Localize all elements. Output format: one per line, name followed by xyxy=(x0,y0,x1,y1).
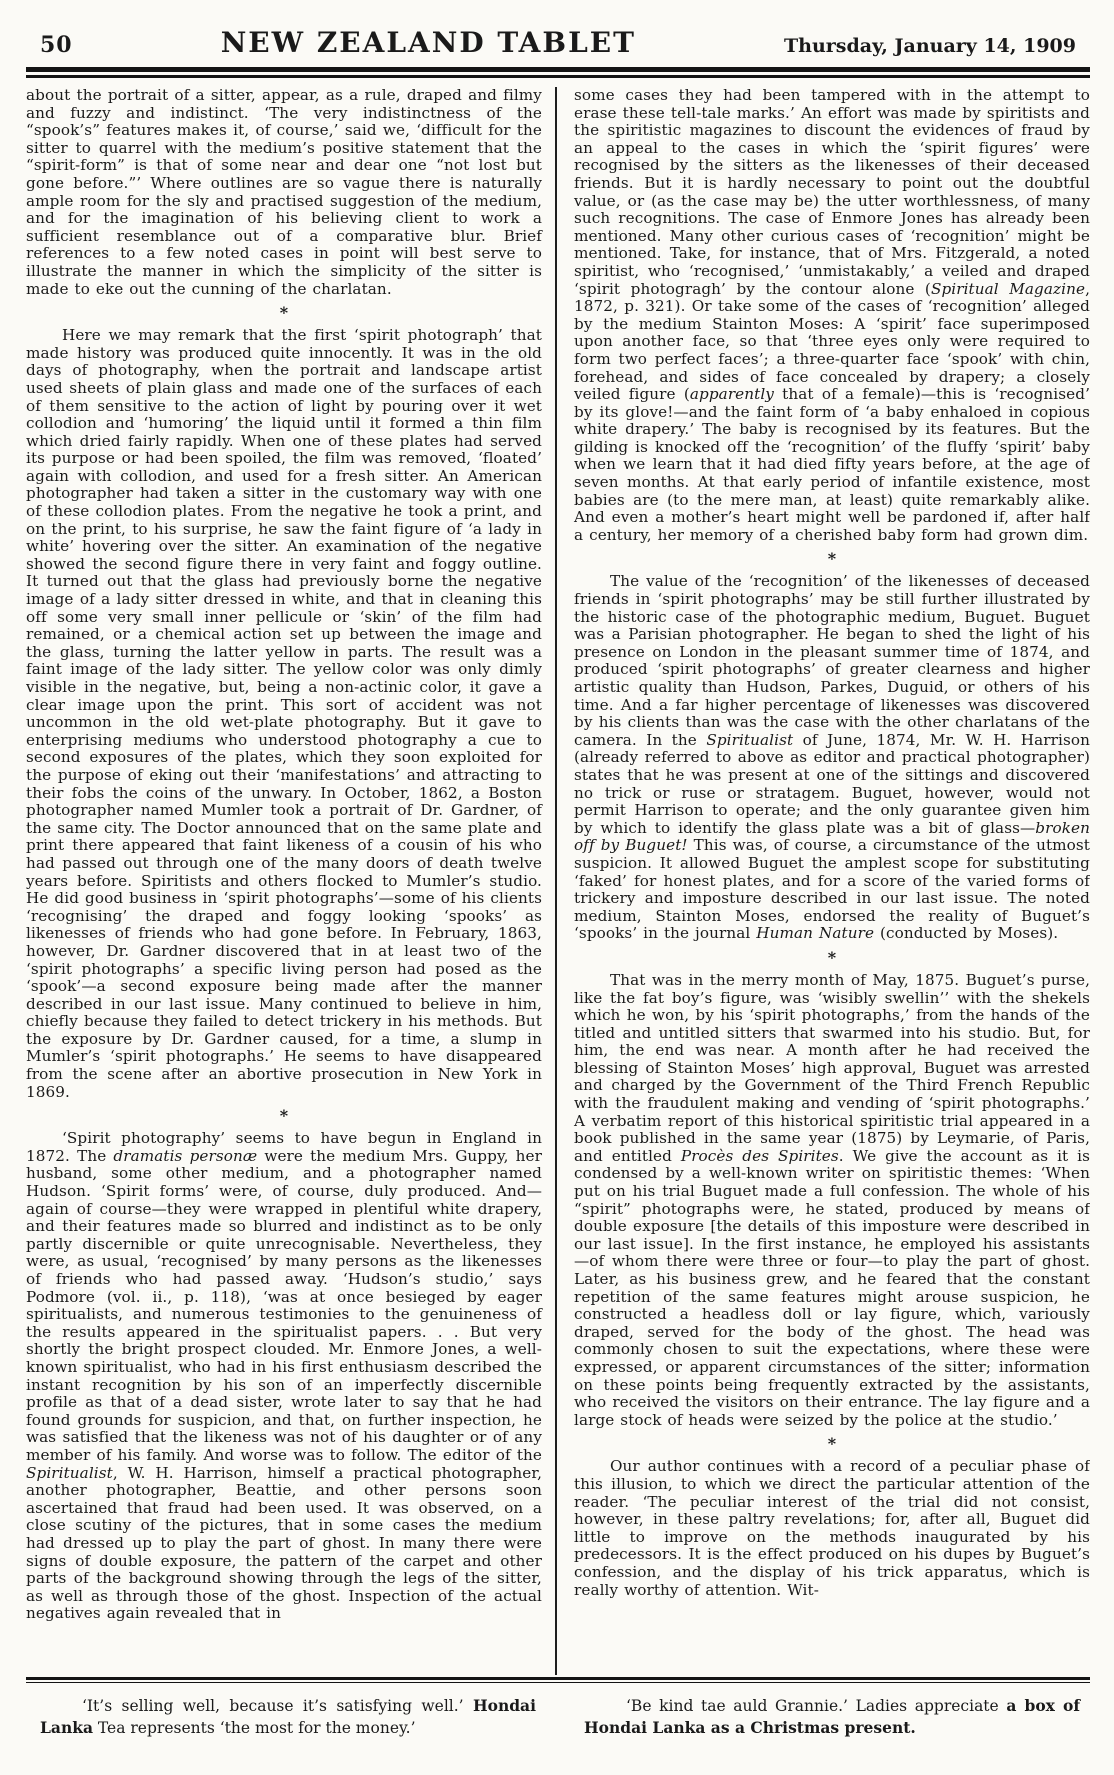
section-separator: * xyxy=(279,303,289,323)
masthead-title: NEW ZEALAND TABLET xyxy=(220,26,636,59)
article-columns xyxy=(26,87,1090,1675)
section-separator: * xyxy=(827,947,837,967)
section-separator: * xyxy=(279,1106,289,1126)
header-rule xyxy=(26,67,1090,78)
footer-ad-left: ‘It’s selling well, because it’s satisfying well.’ Hondai Lanka Tea represents ‘the most for the money.’ xyxy=(40,1696,536,1737)
paragraph: The value of the ‘recognition’ of the likenesses of deceased friends in ‘spirit photographs’ may be still further illustrated by the historic case of the photographic medium, Buguet. Buguet was a Parisian photographer. He began to shed the light of his presence on London in the pleasant summer time of 1874, and produced ‘spirit photographs’ of greater clearness and higher artistic quality than Hudson, Parkes, Duguid, or others of his time. And a far higher percentage of likenesses was discovered by his clients than was the case with the other charlatans of the camera. In the Spiritualist of June, 1874, Mr. W. H. Harrison (already referred to above as editor and practical photographer) states that he was present at one of the sittings and discovered no trick or ruse or stratagem. Buguet, however, would not permit Harrison to operate; and the only guarantee given him by which to identify the glass plate was a bit of glass—broken off by Buguet! This was, of course, a circumstance of the utmost suspicion. It allowed Buguet the amplest scope for substituting ‘faked’ for honest plates, and for a score of the varied forms of trickery and imposture described in our last issue. The noted medium, Stainton Moses, endorsed the reality of Buguet’s ‘spooks’ in the journal Human Nature (conducted by Moses). xyxy=(574,572,1090,943)
paragraph: That was in the merry month of May, 1875. Buguet’s purse, like the fat boy’s figure, was ‘wisibly swellin’’ with the shekels which he won, by his ‘spirit photographs,’ from the hands of the titled and untitled sitters that swarmed into his studio. But, for him, the end was near. A month after he had received the blessing of Stainton Moses’ high approval, Buguet was arrested and charged by the Government of the Third French Republic with the fraudulent making and vending of ‘spirit photographs.’ A verbatim report of this historical spiritistic trial appeared in a book published in the same year (1875) by Leymarie, of Paris, and entitled Procès des Spirites. We give the account as it is condensed by a well-known writer on spiritistic themes: ‘When put on his trial Buguet made a full confession. The whole of his “spirit” photographs were, he stated, produced by means of double exposure [the details of this imposture were described in our last issue]. In the first instance, he employed his assistants—of whom there were three or four—to play the part of ghost. Later, as his business grew, and he feared that the constant repetition of the same features might arouse suspicion, he constructed a headless doll or lay figure, which, variously draped, served for the body of the ghost. The head was commonly chosen to suit the expectations, where these were expressed, or apparent circumstances of the sitter; information on these points being frequently extracted by the assistants, who received the visitors on their entrance. The lay figure and a large stock of heads were seized by the police at the studio.’ xyxy=(574,970,1090,1429)
left-column xyxy=(26,87,555,1675)
paragraph: about the portrait of a sitter, appear, as a rule, draped and filmy and fuzzy and indistinct. ‘The very indistinctness of the “spook’s” features makes it, of course,’ said we, ‘difficult for the sitter to quarrel with the medium’s positive statement that the “spirit-form” is that of some near and dear one “not lost but gone before.”’ Where outlines are so vague there is naturally ample room for the sly and practised suggestion of the medium, and for the imagination of his believing client to work a sufficient resemblance out of a comparative blur. Brief references to a few noted cases in point will best serve to illustrate the manner in which the simplicity of the sitter is made to eke out the cunning of the charlatan. xyxy=(26,87,542,298)
paragraph: some cases they had been tampered with in the attempt to erase these tell-tale marks.’ An effort was made by spiritists and the spiritistic magazines to discount the evidences of fraud by an appeal to the cases in which the ‘spirit figures’ were recognised by the sitters as the likenesses of their deceased friends. But it is hardly necessary to point out the doubtful value, or (as the case may be) the utter worthlessness, of many such recognitions. The case of Enmore Jones has already been mentioned. Many other curious cases of ‘recognition’ might be mentioned. Take, for instance, that of Mrs. Fitzgerald, a noted spiritist, who ‘recognised,’ ‘unmistakably,’ a veiled and draped ‘spirit photogragh’ by the contour alone (Spiritual Magazine, 1872, p. 321). Or take some of the cases of ‘recognition’ alleged by the medium Stainton Moses: A ‘spirit’ face superimposed upon another face, so that ‘three eyes only were required to form two perfect faces’; a three-quarter face ‘spook’ with chin, forehead, and sides of face concealed by drapery; a closely veiled figure (apparently that of a female)—this is ‘recognised’ by its glove!—and the faint form of ‘a baby enhaloed in copious white drapery.’ The baby is recognised by its features. But the gilding is knocked off the ‘recognition’ of the fluffy ‘spirit’ baby when we learn that it had died fifty years before, at the age of seven months. At that early period of infantile existence, most babies are (to the mere man, at least) quite remarkably alike. And even a mother’s heart might well be pardoned if, after half a century, her memory of a cherished baby form had grown dim. xyxy=(574,87,1090,544)
section-separator: * xyxy=(827,1434,837,1454)
issue-date: Thursday, January 14, 1909 xyxy=(784,35,1076,57)
paragraph: Here we may remark that the first ‘spirit photograph’ that made history was produced quite innocently. It was in the old days of photography, when the portrait and landscape artist used sheets of plain glass and made one of the surfaces of each of them sensitive to the action of light by pouring over it wet collodion and ‘humoring’ the liquid until it formed a thin film which dried fairly rapidly. When one of these plates had served its purpose or had been spoiled, the film was removed, ‘floated’ again with collodion, and used for a fresh sitter. An American photographer had taken a sitter in the customary way with one of these collodion plates. From the negative he took a print, and on the print, to his surprise, he saw the faint figure of ‘a lady in white’ hovering over the sitter. An examination of the negative showed the second figure there in very faint and foggy outline. It turned out that the glass had previously borne the negative image of a lady sitter dressed in white, and that in cleaning this off some very small inner pellicule or ‘skin’ of the film had remained, or a chemical action set up between the image and the glass, turning the latter yellow in parts. The result was a faint image of the lady sitter. The yellow color was only dimly visible in the negative, but, being a non-actinic color, it gave a clear image upon the print. This sort of accident was not uncommon in the old wet-plate photography. But it gave to enterprising mediums who understood photography a cue to second exposures of the plates, which they soon exploited for the purpose of eking out their ‘manifestations’ and attracting to their fobs the coins of the unwary. In October, 1862, a Boston photographer named Mumler took a portrait of Dr. Gardner, of the same city. The Doctor announced that on the same plate and print there appeared that faint likeness of a cousin of his who had passed out through one of the many doors of death twelve years before. Spiritists and others flocked to Mumler’s studio. He did good business in ‘spirit photographs’—some of his clients ‘recognising’ the draped and foggy looking ‘spooks’ as likenesses of friends who had gone before. In February, 1863, however, Dr. Gardner discovered that in at least two of the ‘spirit photographs’ a specific living person had posed as the ‘spook’—a second exposure being made after the manner described in our last issue. Many continued to believe in him, chiefly because they failed to detect trickery in his methods. But the exposure by Dr. Gardner caused, for a time, a slump in Mumler’s ‘spirit photographs.’ He seems to have disappeared from the scene after an abortive prosecution in New York in 1869. xyxy=(26,326,542,1101)
footer-ads xyxy=(26,1683,1090,1739)
right-column xyxy=(557,87,1090,1675)
page-number: 50 xyxy=(40,32,73,58)
section-separator: * xyxy=(827,549,837,569)
paragraph: ‘Spirit photography’ seems to have begun in England in 1872. The dramatis personæ were the medium Mrs. Guppy, her husband, some other medium, and a photographer named Hudson. ‘Spirit forms’ were, of course, duly produced. And—again of course—they were wrapped in plentiful white drapery, and their features made so blurred and indistinct as to be only partly discernible or quite unrecognisable. Nevertheless, they were, as usual, ‘recognised’ by many persons as the likenesses of friends who had passed away. ‘Hudson’s studio,’ says Podmore (vol. ii., p. 118), ‘was at once besieged by eager spiritualists, and numerous testimonies to the genuineness of the results appeared in the spiritualist papers. . . But very shortly the bright prospect clouded. Mr. Enmore Jones, a well-known spiritualist, who had in his first enthusiasm described the instant recognition by his son of an imperfectly discernible profile as that of a dead sister, wrote later to say that he had found grounds for suspicion, and that, on further inspection, he was satisfied that the likeness was not of his daughter or of any member of his family. And worse was to follow. The editor of the Spiritualist, W. H. Harrison, himself a practical photographer, another photographer, Beattie, and other persons soon ascertained that fraud had been used. It was observed, on a close scutiny of the pictures, that in some cases the medium had dressed up to play the part of ghost. In many there were signs of double exposure, the pattern of the carpet and other parts of the background showing through the legs of the sitter, as well as through those of the ghost. Inspection of the actual negatives again revealed that in xyxy=(26,1129,542,1623)
footer-ad-right: ‘Be kind tae auld Grannie.’ Ladies appreciate a box of Hondai Lanka as a Christmas present. xyxy=(584,1696,1080,1737)
paragraph: Our author continues with a record of a peculiar phase of this illusion, to which we direct the particular attention of the reader. ‘The peculiar interest of the trial did not consist, however, in these paltry revelations; for, after all, Buguet did little to improve on the methods inaugurated by his predecessors. It is the effect produced on his dupes by Buguet’s confession, and the display of his trick apparatus, which is really worthy of attention. Wit- xyxy=(574,1457,1090,1599)
page-header xyxy=(26,0,1090,67)
